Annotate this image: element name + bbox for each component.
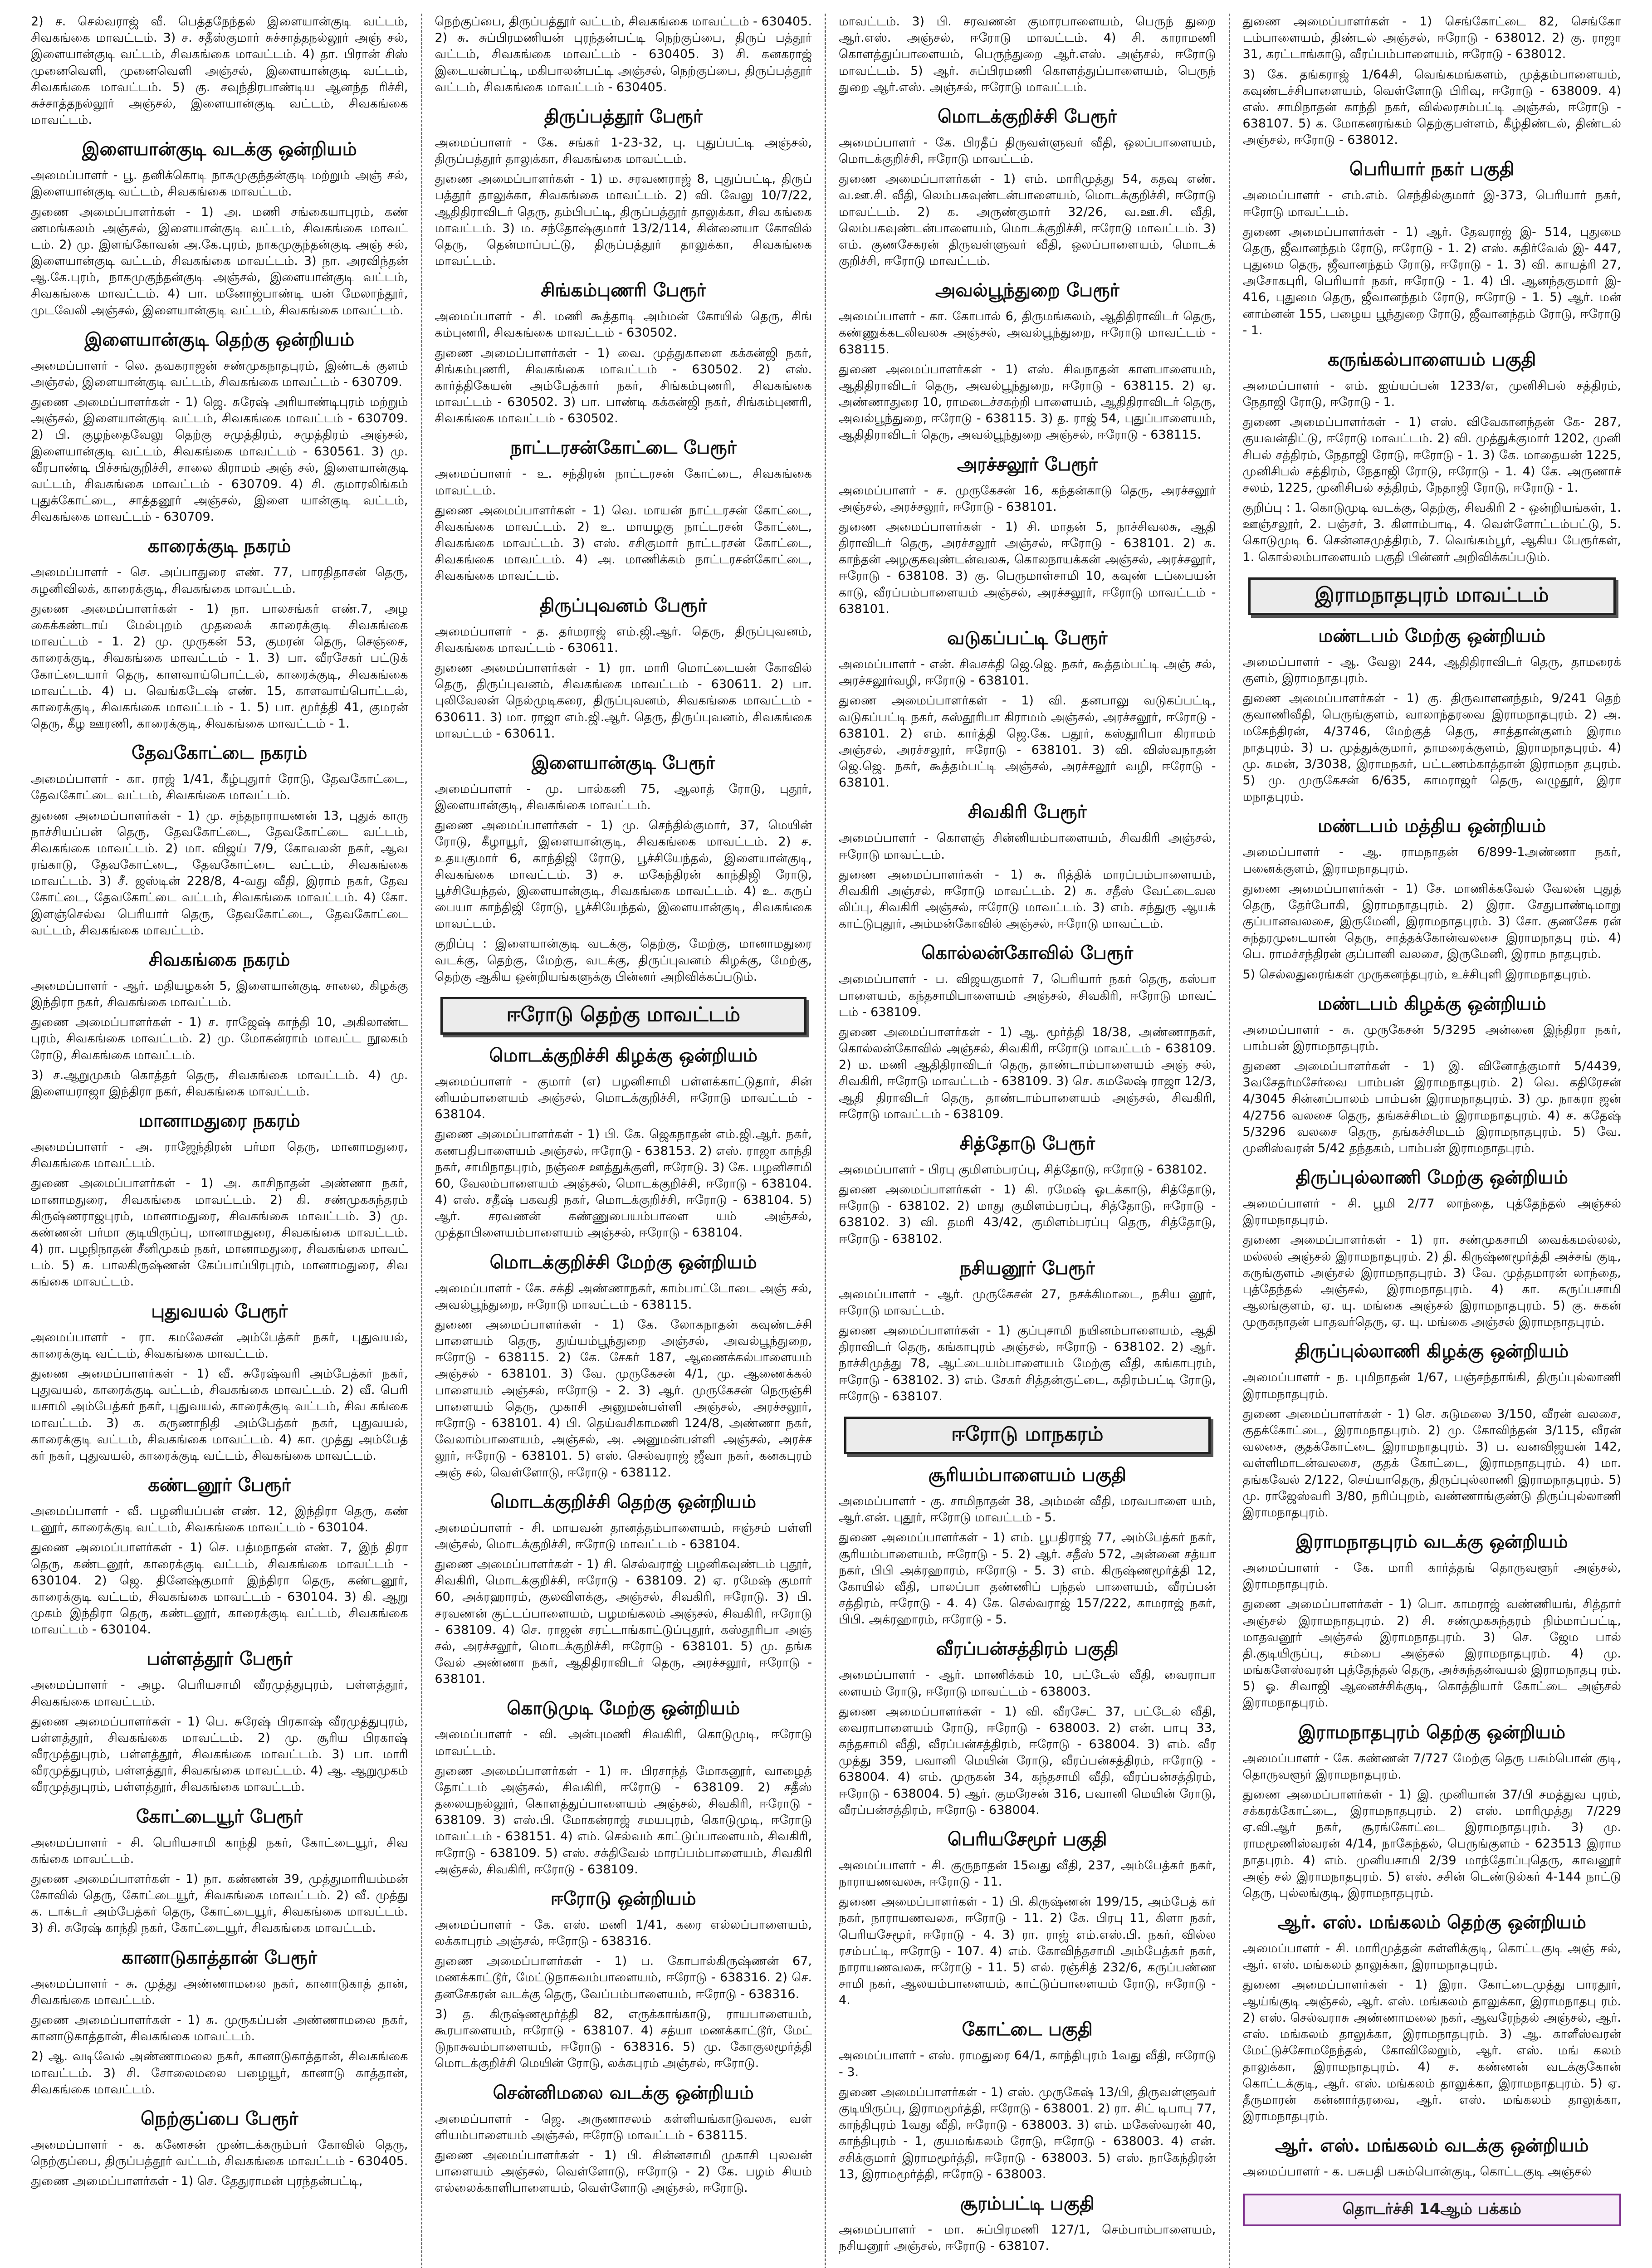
listing-paragraph: அமைப்பாளர் - ஆ. வேலு 244, ஆதிதிராவிடர் தெரு, தாமரைக் குளம், இராமநாதபுரம். xyxy=(1242,655,1621,685)
listing-paragraph: துணை அமைப்பாளர்கள் - 1) நா. பாலசங்கர் எண்.7, அழ கைக்கண்டாய் மேல்புறம் முதலைக் காரைக்குடி சிவகங்கை மாவட்டம் - 1. 2) மு. முருகன் 53, குமரன் தெரு, செஞ்சை, காரைக்குடி, சிவகங்கை மாவட்டம் - 1. 3) பா. வீரசேகர் பட்டுக் கோட்டையார் தெரு, காளவாய்பொட்டல், காரைக்குடி, சிவகங்கை மாவட்டம். 4) ப. வெங்கடேஷ் எண். 15, காளவாய்பொட்டல், காரைக்குடி, சிவகங்கை மாவட்டம் - 1. 5) பா. மூர்த்தி 41, குமரன் தெரு, கீழ ஊரணி, காரைக்குடி, சிவகங்கை மாவட்டம் - 1. xyxy=(31,601,408,731)
section-heading: சூரியம்பாளையம் பகுதி xyxy=(928,1464,1126,1486)
listing-paragraph: துணை அமைப்பாளர்கள் - 1) செங்கோட்டை 82, செங்கோ டம்பாளையம், திண்டல் அஞ்சல், ஈரோடு - 638012. 2) கு. ராஜா 31, கரட்டாங்காடு, வீரப்பம்பாளையம், ஈரோடு - 638012. xyxy=(1242,15,1621,62)
listing-paragraph: அமைப்பாளர் - கு. சாமிநாதன் 38, அம்மன் வீதி, மரவபாளை யம், ஆர்.என். புதூர், ஈரோடு மாவட்டம் - 5. xyxy=(839,1494,1216,1525)
listing-paragraph: துணை அமைப்பாளர்கள் - 1) வி. வீரசேட் 37, பட்டேல் வீதி, வைராபாளையம் ரோடு, ஈரோடு - 638003. 2) என். பாபு 33, கந்தசாமி வீதி, வீரப்பன்சத்திரம், ஈரோடு - 638004. 3) எம். வீர முத்து 359, பவானி மெயின் ரோடு, வீரப்பன்சத்திரம், ஈரோடு - 638004. 4) எம். முருகன் 34, கந்தசாமி வீதி, வீரப்பன்சத்திரம், ஈரோடு - 638004. 5) ஆர். குமரேசன் 316, பவானி மெயின் ரோடு, வீரப்பன்சத்திரம், ஈரோடு - 638004. xyxy=(839,1704,1216,1817)
section-heading: வடுகப்பட்டி பேரூர் xyxy=(947,627,1108,649)
column-2 xyxy=(422,14,826,2268)
section-heading: மொடக்குறிச்சி கிழக்கு ஒன்றியம் xyxy=(489,1044,758,1066)
listing-paragraph: துணை அமைப்பாளர்கள் - 1) செ. தேதுராமன் புரந்தன்பட்டி, xyxy=(31,2174,363,2189)
newspaper-page xyxy=(18,14,1634,2268)
listing-paragraph: துணை அமைப்பாளர்கள் - 1) வெ. மாயன் நாட்டரசன் கோட்டை, சிவகங்கை மாவட்டம். 2) உ. மாயழகு நாட்டரசன் கோட்டை, சிவகங்கை மாவட்டம். 3) எஸ். சசிகுமார் நாட்டரசன் கோட்டை, சிவகங்கை மாவட்டம். 4) அ. மாணிக்கம் நாட்டரசன்கோட்டை, சிவகங்கை மாவட்டம். xyxy=(435,503,812,583)
section-heading: திருப்புவனம் பேரூர் xyxy=(539,594,707,616)
section-heading: மண்டபம் மேற்கு ஒன்றியம் xyxy=(1318,625,1546,646)
section-heading: கொல்லன்கோவில் பேரூர் xyxy=(921,942,1134,964)
listing-paragraph: அமைப்பாளர் - கே. கண்ணன் 7/727 மேற்கு தெரு பசும்பொன் குடி, தொருவளூர் இராமநாதபுரம். xyxy=(1242,1751,1621,1782)
listing-paragraph: அமைப்பாளர் - ஜெ. அருணாசலம் கள்ளியங்காடுவலசு, வள் ளியம்பாளையம் அஞ்சல், ஈரோடு மாவட்டம் - 638115. xyxy=(435,2112,812,2142)
section-heading: ஆர். எஸ். மங்கலம் தெற்கு ஒன்றியம் xyxy=(1277,1911,1586,1933)
listing-paragraph: அமைப்பாளர் - எம். ஐய்யப்பன் 1233/எ, முனிசிபல் சத்திரம், நேதாஜி ரோடு, ஈரோடு - 1. xyxy=(1242,378,1621,410)
listing-paragraph: குறிப்பு : இளையான்குடி வடக்கு, தெற்கு, மேற்கு, மானாமதுரை வடக்கு, தெற்கு, மேற்கு, வடக்கு, திருப்புவனம் கிழக்கு, மேற்கு, தெற்கு ஆகிய ஒன்றியங்களுக்கு பின்னர் அறிவிக்கப்படும். xyxy=(435,937,812,984)
section-heading: சிவகிரி பேரூர் xyxy=(968,801,1087,823)
listing-paragraph: அமைப்பாளர் - கே. சங்கர் 1-23-32, பு. புதுப்பட்டி அஞ்சல், திருப்பத்தூர் தாலுக்கா, சிவகங்கை மாவட்டம். xyxy=(435,135,812,166)
listing-paragraph: துணை அமைப்பாளர்கள் - 1) ச. ராஜேஷ் காந்தி 10, அகிலாண்ட புரம், சிவகங்கை மாவட்டம். 2) மு. மோகன்ராம் மாவட்ட நூலகம் ரோடு, சிவகங்கை மாவட்டம். xyxy=(31,1015,408,1062)
listing-paragraph: அமைப்பாளர் - கே. சக்தி அண்ணாநகர், காம்பாட்டோடை அஞ் சல், அவல்பூந்துறை, ஈரோடு மாவட்டம் - 638115. xyxy=(435,1281,812,1312)
listing-paragraph: துணை அமைப்பாளர்கள் - 1) கு. திருவாளனந்தம், 9/241 தெற் குவாணிவீதி, பெருங்குளம், வாலாந்தரவை இராமநாதபுரம். 2) அ. மகேந்திரன், 4/3746, மேற்குத் தெரு, சாத்தான்குளம் இராம நாதபுரம். 3) ப. முத்துக்குமார், தாமரைக்குளம், இராமநாதபுரம். 4) மு. சுமன், 3/3038, இராமநகர், பட்டணம்காத்தான் இராமநா தபுரம். 5) மு. முருகேசன் 6/635, காமராஜர் தெரு, வழுதூர், இரா மநாதபுரம். xyxy=(1242,691,1621,804)
listing-paragraph: துணை அமைப்பாளர்கள் - 1) பி. சின்னசாமி முகாசி புலவன் பாளையம் அஞ்சல், வெள்ளோடு, ஈரோடு - 2) கே. பழம் சியம் எல்லைக்காளிபாளையம், வெள்ளோடு அஞ்சல், ஈரோடு. xyxy=(435,2148,812,2195)
listing-paragraph: துணை அமைப்பாளர்கள் - 1) பெ. சுரேஷ் பிரகாஷ் வீரமுத்துபுரம், பள்ளத்தூர், சிவகங்கை மாவட்டம். 2) மு. சூரிய பிரகாஷ் வீரமுத்துபுரம், பள்ளத்தூர், சிவகங்கை மாவட்டம். 3) பா. மாரி வீரமுத்துபுரம், பள்ளத்தூர், சிவகங்கை மாவட்டம். 4) ஆ. ஆறுமுகம் வீரமுத்துபுரம், பள்ளத்தூர், சிவகங்கை மாவட்டம். xyxy=(31,1714,408,1794)
listing-paragraph: அமைப்பாளர் - க. பசுபதி பசும்பொன்குடி, கொட்டகுடி அஞ்சல் xyxy=(1242,2165,1592,2179)
listing-paragraph: துணை அமைப்பாளர்கள் - 1) எஸ். விவேகானந்தன் கே- 287, குயவன்திட்டு, ஈரோடு மாவட்டம். 2) வி. முத்துக்குமார் 1202, முனி சிபல் சத்திரம், நேதாஜி ரோடு, ஈரோடு - 1. 3) கே. மாதையன் 1225, முனிசிபல் சத்திரம், நேதாஜி ரோடு, ஈரோடு - 1. 4) கே. அருணாச் சலம், 1225, முனிசிபல் சத்திரம், நேதாஜி ரோடு, ஈரோடு - 1. xyxy=(1242,415,1621,495)
section-heading: நசியனூர் பேரூர் xyxy=(959,1257,1095,1279)
listing-paragraph: அமைப்பாளர் - சி. மாயவன் தானத்தம்பாளையம், ஈஞ்சம் பள்ளி அஞ்சல், மொடக்குறிச்சி, ஈரோடு மாவட்டம் - 638104. xyxy=(435,1520,812,1551)
listing-paragraph: 5) செல்லதுரைங்கள் முருகனந்தபுரம், உச்சிபுளி இராமநாதபுரம். xyxy=(1242,967,1592,982)
listing-paragraph: துணை அமைப்பாளர்கள் - 1) எம். மாரிமுத்து 54, கதவு எண். வ.ஊ.சி. வீதி, லெம்பகவுண்டன்பாளையம், மொடக்குறிச்சி, ஈரோடு மாவட்டம். 2) க. அருண்குமார் 32/26, வ.ஊ.சி. வீதி, லெம்பகவுண்டன்பாளையம், மொடக்குறிச்சி, ஈரோடு மாவட்டம். 3) எம். குணசேகரன் திருவள்ளுவர் வீதி, ஒலப்பாளையம், மொடக் குறிச்சி, ஈரோடு மாவட்டம். xyxy=(839,172,1216,269)
listing-paragraph: துணை அமைப்பாளர்கள் - 1) சி. மாதன் 5, நாச்சிவலசு, ஆதி திராவிடர் தெரு, அரச்சலூர் அஞ்சல், ஈரோடு - 638101. 2) சு. காந்தன் அழகுகவுண்டன்வலசு, கொலநாயக்கன் அஞ்சல், அரச்சலூர், ஈரோடு - 638108. 3) கு. பெருமாள்சாமி 10, கவுண் டப்பையன் காடு, வீரப்பம்பாளையம் அஞ்சல், அரச்சலூர், ஈரோடு மாவட்டம் - 638101. xyxy=(839,519,1216,616)
section-heading: திருப்பத்தூர் பேரூர் xyxy=(544,105,703,127)
listing-paragraph: அமைப்பாளர் - பிரபு குமிளம்பரப்பு, சித்தோடு, ஈரோடு - 638102. xyxy=(839,1162,1207,1177)
section-heading: மானாமதுரை நகரம் xyxy=(138,1110,300,1132)
listing-paragraph: அமைப்பாளர் - அழ. பெரியசாமி வீரமுத்துபுரம், பள்ளத்தூர், சிவகங்கை மாவட்டம். xyxy=(31,1678,408,1709)
section-heading: பெரியசேமூர் பகுதி xyxy=(947,1828,1107,1850)
listing-paragraph: மாவட்டம். 3) பி. சரவணன் குமாரபாளையம், பெருந் துறை ஆர்.எஸ். அஞ்சல், ஈரோடு மாவட்டம். 4) சி. காராமணி கொளத்துப்பாளையம், பெருந்துறை ஆர்.எஸ். அஞ்சல், ஈரோடு மாவட்டம். 5) ஆர். சுப்பிரமணி கொளத்துப்பாளையம், பெருந் துறை ஆர்.எஸ். அஞ்சல், ஈரோடு மாவட்டம். xyxy=(839,15,1216,94)
listing-paragraph: 3) ச.ஆறுமுகம் கொத்தர் தெரு, சிவகங்கை மாவட்டம். 4) மு. இளையராஜா இந்திரா நகர், சிவகங்கை மாவட்டம். xyxy=(31,1068,408,1099)
listing-paragraph: அமைப்பாளர் - கே. மாரி கார்த்தங் தொருவளூர் அஞ்சல், இராமநாதபுரம். xyxy=(1242,1561,1621,1592)
section-heading: இளையான்குடி பேரூர் xyxy=(532,752,715,773)
listing-paragraph: துணை அமைப்பாளர்கள் - 1) ரா. மாரி மொட்டையன் கோவில் தெரு, திருப்புவனம், சிவகங்கை மாவட்டம் - 630611. 2) பா. புலிவேலன் நெல்முடிகரை, திருப்புவனம், சிவகங்கை மாவட்டம் - 630611. 3) மா. ராஜா எம்.ஜி.ஆர். தெரு, திருப்புவனம், சிவகங்கை மாவட்டம் - 630611. xyxy=(435,660,812,741)
section-heading: கண்டனூர் பேரூர் xyxy=(148,1474,291,1496)
listing-paragraph: துணை அமைப்பாளர்கள் - 1) சி. செல்வராஜ் பழனிகவுண்டம் புதூர், சிவகிரி, மொடக்குறிச்சி, ஈரோடு - 638109. 2) ஏ. ரமேஷ் குமார் 60, அக்ரஹாரம், குலவிளக்கு, அஞ்சல், சிவகிரி, ஈரோடு. 3) பி. சரவணன் குட்டப்பாளையம், பழமங்கலம் அஞ்சல், சிவகிரி, ஈரோடு - 638109. 4) செ. ராஜன் சரட்டாங்காட்டுப்புதூர், கஸ்தூரிபா அஞ் சல், அரச்சலூர், மொடக்குறிச்சி, ஈரோடு - 638101. 5) மு. தங்க வேல் அண்ணா நகர், ஆதிதிராவிடர் தெரு, அரச்சலூர், ஈரோடு - 638101. xyxy=(435,1557,812,1686)
listing-paragraph: அமைப்பாளர் - மு. பால்கனி 75, ஆலாத் ரோடு, புதூர், இளையான்குடி, சிவகங்கை மாவட்டம். xyxy=(435,782,812,813)
listing-paragraph: அமைப்பாளர் - ஆ. ராமநாதன் 6/899-1அண்ணா நகர், பனைக்குளம், இராமநாதபுரம். xyxy=(1242,845,1621,876)
section-heading: ஆர். எஸ். மங்கலம் வடக்கு ஒன்றியம் xyxy=(1275,2135,1589,2156)
listing-paragraph: துணை அமைப்பாளர்கள் - 1) அ. மணி சங்கையாபுரம், கண் ணமங்கலம் அஞ்சல், இளையான்குடி வட்டம், சிவகங்கை மாவட் டம். 2) மு. இளங்கோவன் அ.கே.புரம், நாகமுகுந்தன்குடி அஞ் சல், இளையான்குடி வட்டம், சிவகங்கை மாவட்டம். 3) நா. அரவிந்தன் ஆ.கே.புரம், நாகமுகுந்தன்குடி அஞ்சல், இளையான்குடி வட்டம், சிவகங்கை மாவட்டம். 4) பா. மனோஜ்பாண்டி யன் மேலாந்தூர், முடவேலி அஞ்சல், இளையான்குடி வட்டம், சிவகங்கை மாவட்டம். xyxy=(31,205,408,318)
section-heading: இளையான்குடி வடக்கு ஒன்றியம் xyxy=(82,138,357,160)
listing-paragraph: அமைப்பாளர் - த. தர்மராஜ் எம்.ஜி.ஆர். தெரு, திருப்புவனம், சிவகங்கை மாவட்டம் - 630611. xyxy=(435,624,812,655)
listing-paragraph: துணை அமைப்பாளர்கள் - 1) வீ. சுரேஷ்வரி அம்பேத்கர் நகர், புதுவயல், காரைக்குடி வட்டம், சிவகங்கை மாவட்டம். 2) வீ. பெரி யசாமி அம்பேத்கர் நகர், புதுவயல், காரைக்குடி வட்டம், சிவ கங்கை மாவட்டம். 3) க. கருணாநிதி அம்பேத்கர் நகர், புதுவயல், காரைக்குடி வட்டம், சிவகங்கை மாவட்டம். 4) கா. முத்து அம்பேத் கர் நகர், புதுவயல், காரைக்குடி வட்டம், சிவகங்கை மாவட்டம். xyxy=(31,1367,408,1463)
listing-paragraph: துணை அமைப்பாளர்கள் - 1) ஜெ. சுரேஷ் அரியாண்டிபுரம் மற்றும் அஞ்சல், இளையான்குடி வட்டம், சிவகங்கை மாவட்டம் - 630709. 2) பி. குழந்தைவேலு தெற்கு சமுத்திரம், சமுத்திரம் அஞ்சல், இளையான்குடி வட்டம், சிவகங்கை மாவட்டம் - 630561. 3) மு. வீரபாண்டி பிச்சங்குறிச்சி, சாலை கிராமம் அஞ் சல், இளையான்குடி வட்டம், சிவகங்கை மாவட்டம் - 630709. 4) சி. குமாரலிங்கம் புதுக்கோட்டை, சாத்தனூர் அஞ்சல், இளை யான்குடி வட்டம், சிவகங்கை மாவட்டம் - 630709. xyxy=(31,395,408,524)
listing-paragraph: அமைப்பாளர் - வீ. பழனியப்பன் எண். 12, இந்திரா தெரு, கண் டனூர், காரைக்குடி வட்டம், சிவகங்கை மாவட்டம் - 630104. xyxy=(31,1504,408,1535)
listing-paragraph: அமைப்பாளர் - அ. ராஜேந்திரன் பர்மா தெரு, மானாமதுரை, சிவகங்கை மாவட்டம். xyxy=(31,1140,408,1171)
listing-paragraph: துணை அமைப்பாளர்கள் - 1) ஈ. பிரசாந்த் மோகனூர், வாழைத் தோட்டம் அஞ்சல், சிவகிரி, ஈரோடு - 638109. 2) சதீஸ் தலையநல்லூர், கொளத்துப்பாளையம் அஞ்சல், சிவகிரி, ஈரோடு - 638109. 3) எஸ்.பி. மோகன்ராஜ் சமயபுரம், கொடுமுடி, ஈரோடு மாவட்டம் - 638151. 4) எம். செல்வம் காட்டுப்பாளையம், சிவகிரி, ஈரோடு - 638109. 5) எஸ். சக்திவேல் மாரப்பம்பாளையம், சிவகிரி அஞ்சல், சிவகிரி, ஈரோடு - 638109. xyxy=(435,1764,812,1877)
section-heading: தேவகோட்டை நகரம் xyxy=(132,742,308,764)
listing-paragraph: துணை அமைப்பாளர்கள் - 1) இ. வினோத்குமார் 5/4439, 3வசேதர்மசேர்வை பாம்பன் இராமநாதபுரம். 2) வெ. கதிரேசன் 4/3045 சின்னப்பாலம் பாம்பன் இராமநாதபுரம். 3) மு. நாகரா ஜன் 4/2756 வலசை தெரு, தங்கச்சிமடம் இராமநாதபுரம். 4) ச. கதேஷ் 5/3296 வலசை தெரு, தங்கச்சிமடம் இராமநாதபுரம். 5) வே. முனிஸ்வரன் 5/42 தந்தகம், பாம்பன் இராமநாதபுரம். xyxy=(1242,1059,1621,1155)
listing-paragraph: துணை அமைப்பாளர்கள் - 1) பி. கிருஷ்ணன் 199/15, அம்பேத் கர் நகர், நாராயணவலசு, ஈரோடு - 11. 2) கே. பிரபு 11, கிளா நகர், பெரியசேமூர், ஈரோடு - 4. 3) ரா. ராஜ் எம்.எஸ்.பி. நகர், வில்ல ரசம்பட்டி, ஈரோடு - 107. 4) எம். கோவிந்தசாமி அம்பேத்கர் நகர், நாராயணவலசு, ஈரோடு - 11. 5) எல். ரஞ்சித் 232/6, கருப்பண்ண சாமி நகர், ஆலயம்பாளையம், காட்டுப்பாளையம் ரோடு, ஈரோடு - 4. xyxy=(839,1895,1216,2008)
listing-paragraph: அமைப்பாளர் - ஆர். மதியழகன் 5, இளையான்குடி சாலை, கிழக்கு இந்திரா நகர், சிவகங்கை மாவட்டம். xyxy=(31,978,408,1010)
listing-paragraph: துணை அமைப்பாளர்கள் - 1) கி. ரமேஷ் ஓடக்காடு, சித்தோடு, ஈரோடு - 638102. 2) மாது குமிளம்பரப்பு, சித்தோடு, ஈரோடு - 638102. 3) வி. தமரி 43/42, குமிளம்பரப்பு தெரு, சித்தோடு, ஈரோடு - 638102. xyxy=(839,1183,1216,1246)
section-heading: மண்டபம் கிழக்கு ஒன்றியம் xyxy=(1317,992,1546,1014)
listing-paragraph: 3) த. கிருஷ்ணமூர்த்தி 82, எருக்காங்காடு, ராயபாளையம், கூரபாளையம், ஈரோடு - 638107. 4) சத்யா மணக்காட்டூர், மேட் டுநாசுவம்பாளையம், ஈரோடு - 638316. 5) மு. கோகுலமூர்த்தி மொடக்குறிச்சி மெயின் ரோடு, லக்கபுரம் அஞ்சல், ஈரோடு. xyxy=(435,2007,812,2071)
column-3 xyxy=(826,14,1230,2268)
section-heading: சிங்கம்புணரி பேரூர் xyxy=(541,279,706,301)
section-heading: நெற்குப்பை பேரூர் xyxy=(141,2107,298,2129)
listing-paragraph: துணை அமைப்பாளர்கள் - 1) சு. முருகப்பன் அண்ணாமலை நகர், கானாடுகாத்தான், சிவகங்கை மாவட்டம். xyxy=(31,2013,408,2044)
listing-paragraph: அமைப்பாளர் - எம்.எம். செந்தில்குமார் இ-373, பெரியார் நகர், ஈரோடு மாவட்டம். xyxy=(1242,188,1621,219)
listing-paragraph: துணை அமைப்பாளர்கள் - 1) எம். பூபதிராஜ் 77, அம்பேத்கர் நகர், சூரியம்பாளையம், ஈரோடு - 5. 2) ஆர். சதீஸ் 572, அன்னை சத்யா நகர், பிபி அக்ரஹாரம், ஈரோடு - 5. 3) எம். கிருஷ்ணமூர்த்தி 12, கோயில் வீதி, பாலப்பா தண்ணிப் பந்தல் பாளையம், வீரப்பன் சத்திரம், ஈரோடு - 4. 4) கே. செல்வராஜ் 157/222, காமராஜ் நகர், பிபி. அக்ரஹாரம், ஈரோடு - 5. xyxy=(839,1530,1216,1627)
listing-paragraph: அமைப்பாளர் - சு. முத்து அண்ணாமலை நகர், கானாடுகாத் தான், சிவகங்கை மாவட்டம். xyxy=(31,1976,408,2007)
listing-paragraph: அமைப்பாளர் - என். சிவசக்தி ஜெ.ஜெ. நகர், கூத்தம்பட்டி அஞ் சல், அரச்சலூர்வழி, ஈரோடு - 638101. xyxy=(839,657,1216,688)
section-heading: பெரியார் நகர் பகுதி xyxy=(1349,158,1515,180)
listing-paragraph: துணை அமைப்பாளர்கள் - 1) செ. பத்மநாதன் எண். 7, இந் திரா தெரு, கண்டனூர், காரைக்குடி வட்டம், சிவகங்கை மாவட்டம் - 630104. 2) ஜெ. தினேஷ்குமார் இந்திரா தெரு, கண்டனூர், காரைக்குடி வட்டம், சிவகங்கை மாவட்டம் - 630104. 3) கி. ஆறு முகம் இந்திரா தெரு, கண்டனூர், காரைக்குடி வட்டம், சிவகங்கை மாவட்டம் - 630104. xyxy=(31,1540,408,1637)
section-heading: சூரம்பட்டி பகுதி xyxy=(960,2192,1095,2214)
section-heading: கானாடுகாத்தான் பேரூர் xyxy=(122,1946,318,1968)
district-banner: ஈரோடு தெற்கு மாவட்டம் xyxy=(440,997,807,1035)
listing-paragraph: துணை அமைப்பாளர்கள் - 1) கே. லோகநாதன் கவுண்டச்சி பாளையம் தெரு, துய்யம்பூந்துறை அஞ்சல், அவல்பூந்துறை, ஈரோடு - 638115. 2) கே. சேகர் 187, ஆணைக்கல்பாளையம் அஞ்சல் - 638101. 3) வே. முருகேசன் 4/1, மு. ஆணைக்கல் பாளையம் அஞ்சல், ஈரோடு - 2. 3) ஆர். முருகேசன் நெருஞ்சி பாளையம் தெரு, முகாசி அனுமன்பள்ளி அஞ்சல், அரச்சலூர், ஈரோடு - 638101. 4) பி. தெய்வசிகாமணி 124/8, அண்ணா நகர், வேலாம்பாளையம், அஞ்சல், அ. அனுமன்பள்ளி அஞ்சல், அரச்ச லூர், ஈரோடு - 638101. 5) எஸ். செல்வராஜ் ஜீவா நகர், கனகபுரம் அஞ் சல், வெள்ளோடு, ஈரோடு - 638112. xyxy=(435,1317,812,1480)
section-heading: திருப்புல்லாணி மேற்கு ஒன்றியம் xyxy=(1295,1167,1568,1188)
listing-paragraph: நெற்குப்பை, திருப்பத்தூர் வட்டம், சிவகங்கை மாவட்டம் - 630405. 2) சு. சுப்பிரமணியன் புரந்தன்பட்டி நெற்குப்பை, திருப் பத்தூர் வட்டம், சிவகங்கை மாவட்டம் - 630405. 3) சி. கனகராஜ் இடையன்பட்டி, மகிபாலன்பட்டி அஞ்சல், நெற்குப்பை, திருப்பத்தூர் வட்டம், சிவகங்கை மாவட்டம் - 630405. xyxy=(435,15,812,94)
listing-paragraph: அமைப்பாளர் - சி. மாரிமுத்தன் கள்ளிக்குடி, கொட்டகுடி அஞ் சல், ஆர். எஸ். மங்கலம் தாலுக்கா, இராமநாதபுரம். xyxy=(1242,1941,1621,1972)
listing-paragraph: துணை அமைப்பாளர்கள் - 1) வை. முத்துகாளை கக்கன்ஜி நகர், சிங்கம்புணரி, சிவகங்கை மாவட்டம் - 630502. 2) எஸ். கார்த்திகேயன் அம்பேத்கார் நகர், சிங்கம்புணரி, சிவகங்கை மாவட்டம் - 630502. 3) பா. பாண்டி கக்கன்ஜி நகர், சிங்கம்புணரி, சிவகங்கை மாவட்டம் - 630502. xyxy=(435,346,812,426)
listing-paragraph: அமைப்பாளர் - கா. கோபால் 6, திருமங்கலம், ஆதிதிராவிடர் தெரு, கண்ணுக்கடலிவலசு அஞ்சல், அவல்பூந்துறை, ஈரோடு மாவட்டம் - 638115. xyxy=(839,309,1216,357)
section-heading: மண்டபம் மத்திய ஒன்றியம் xyxy=(1318,815,1546,837)
listing-paragraph: துணை அமைப்பாளர்கள் - 1) அ. காசிநாதன் அண்ணா நகர், மானாமதுரை, சிவகங்கை மாவட்டம். 2) கி. சண்முகசுந்தரம் கிருஷ்ணராஜபுரம், மானாமதுரை, சிவகங்கை மாவட்டம். 3) மு. கண்ணன் பர்மா குடியிருப்பு, மானாமதுரை, சிவகங்கை மாவட்டம். 4) ரா. பழநிநாதன் சீனிமுகம் நகர், மானாமதுரை, சிவகங்கை மாவட் டம். 5) சு. பாலகிருஷ்ணன் கேப்பாப்பிரபுரம், மானாமதுரை, சிவ கங்கை மாவட்டம். xyxy=(31,1176,408,1289)
section-heading: திருப்புல்லாணி கிழக்கு ஒன்றியம் xyxy=(1295,1340,1569,1362)
section-heading: கொடுமுடி மேற்கு ஒன்றியம் xyxy=(507,1697,740,1719)
section-heading: சென்னிமலை வடக்கு ஒன்றியம் xyxy=(493,2082,754,2103)
listing-paragraph: அமைப்பாளர் - கொளஞ் சின்னியம்பாளையம், சிவகிரி அஞ்சல், ஈரோடு மாவட்டம். xyxy=(839,831,1216,862)
listing-paragraph: துணை அமைப்பாளர்கள் - 1) நா. கண்ணன் 39, முத்துமாரியம்மன் கோவில் தெரு, கோட்டையூர், சிவகங்கை மாவட்டம். 2) வீ. முத்து க. டாக்டர் அம்பேத்கர் தெரு, கோட்டையூர், சிவகங்கை மாவட்டம். 3) சி. சுரேஷ் காந்தி நகர், கோட்டையூர், சிவகங்கை மாவட்டம். xyxy=(31,1872,408,1936)
listing-paragraph: அமைப்பாளர் - உ. சந்திரன் நாட்டரசன் கோட்டை, சிவகங்கை மாவட்டம். xyxy=(435,467,812,498)
listing-paragraph: துணை அமைப்பாளர்கள் - 1) செ. சுடுமலை 3/150, வீரன் வலசை, குதக்கோட்டை, இராமநாதபுரம். 2) மு. கோவிந்தன் 3/115, வீரன் வலசை, குதக்கோட்டை இராமநாதபுரம். 3) ப. வனவிஜயன் 142, வள்ளிமாடன்வலசை, குதக் கோட்டை, இராமநாதபுரம். 4) மா. தங்கவேல் 2/122, செய்யாதெரு, திருப்புல்லாணி இராமநாதபுரம். 5) மு. ராஜேஸ்வரி 3/80, நரிப்புறம், வண்ணாங்குண்டு திருப்புல்லாணி இராமநாதபுரம். xyxy=(1242,1407,1621,1520)
section-heading: பள்ளத்தூர் பேரூர் xyxy=(146,1648,293,1670)
listing-paragraph: துணை அமைப்பாளர்கள் - 1) ரா. சண்முகசாமி வைக்கமல்லல், மல்லல் அஞ்சல் இராமநாதபுரம். 2) தி. கிருஷ்ணமூர்த்தி அச்சங் குடி, கருங்குளம் அஞ்சல் இராமநாதபுரம். 3) வே. முத்தமாரன் லாந்தை, புத்தேந்தல் அஞ்சல், இராமநாதபுரம். 4) கா. கருப்பசாமி ஆலங்குளம், ஏ. யு. மங்கை அஞ்சல் இராமநாதபுரம். 5) கு. சுகன் முருகநாதன் பாதவர்தெரு, ஏ. யு. மங்கை அஞ்சல் இராமநாதபுரம். xyxy=(1242,1233,1621,1330)
listing-paragraph: அமைப்பாளர் - எஸ். ராமதுரை 64/1, காந்திபுரம் 1வது வீதி, ஈரோடு - 3. xyxy=(839,2048,1216,2079)
listing-paragraph: 3) கே. தங்கராஜ் 1/64சி, வெங்கமங்களம், முத்தம்பாளையம், கவுண்டச்சிபாளையம், வெள்ளோடு பிரிவு, ஈரோடு - 638009. 4) எஸ். சாமிநாதன் காந்தி நகர், வில்லரசம்பட்டி அஞ்சல், ஈரோடு - 638107. 5) க. மோகனரங்கம் தெற்குபள்ளம், கீழ்திண்டல், திண்டல் அஞ்சல், ஈரோடு - 638012. xyxy=(1242,67,1621,147)
listing-paragraph: துணை அமைப்பாளர்கள் - 1) இரா. கோட்டைமுத்து பாரதூர், ஆய்ங்குடி அஞ்சல், ஆர். எஸ். மங்கலம் தாலுக்கா, இராமநாதபு ரம். 2) எஸ். செல்வராசு அண்ணாமலை நகர், ஆவரேந்தல் அஞ்சல், ஆர். எஸ். மங்கலம் தாலுக்கா, இராமநாதபுரம். 3) ஆ. காளீஸ்வரன் மேட்டுச்சோமநேந்தல், கோவிலேறும், ஆர். எஸ். மங் கலம் தாலுக்கா, இராமநாதபுரம். 4) ச. கண்ணன் வடக்குகோன் கொட்டக்குடி, ஆர். எஸ். மங்கலம் தாலுக்கா, இராமநாதபுரம். 5) ஏ. தீருமாரன் கன்னார்தரவை, ஆர். எஸ். மங்கலம் தாலுக்கா, இராமநாதபுரம். xyxy=(1242,1978,1621,2123)
listing-paragraph: துணை அமைப்பாளர்கள் - 1) எஸ். சிவநாதன் காளபாளையம், ஆதிதிராவிடர் தெரு, அவல்பூந்துறை, ஈரோடு - 638115. 2) ஏ. அண்ணாதுரை 10, ராமடைச்சகற்றி பாளையம், ஆதிதிராவிடர் தெரு, அவல்பூந்துறை, ஈரோடு - 638115. 3) த. ராஜ் 54, புதுப்பாளையம், ஆதிதிராவிடர் தெரு, அவல்பூந்துறை அஞ்சல், ஈரோடு - 638115. xyxy=(839,362,1216,442)
section-heading: இராமநாதபுரம் தெற்கு ஒன்றியம் xyxy=(1298,1721,1566,1743)
district-banner: இராமநாதபுரம் மாவட்டம் xyxy=(1248,577,1616,615)
section-heading: அவல்பூந்துறை பேரூர் xyxy=(935,279,1119,301)
listing-paragraph: அமைப்பாளர் - ப. விஜயகுமார் 7, பெரியார் நகர் தெரு, கஸ்பா பாளையம், கந்தசாமிபாளையம் அஞ்சல், சிவகிரி, ஈரோடு மாவட் டம் - 638109. xyxy=(839,972,1216,1019)
section-heading: ஈரோடு ஒன்றியம் xyxy=(550,1887,696,1909)
listing-paragraph: அமைப்பாளர் - சு. முருகேசன் 5/3295 அன்னை இந்திரா நகர், பாம்பன் இராமநாதபுரம். xyxy=(1242,1022,1621,1053)
section-heading: காரைக்குடி நகரம் xyxy=(147,535,291,557)
listing-paragraph: துணை அமைப்பாளர்கள் - 1) வி. தனபாலு வடுகப்பட்டி, வடுகப்பட்டி நகர், கஸ்தூரிபா கிராமம் அஞ்சல், அரச்சலூர், ஈரோடு - 638101. 2) எம். கார்த்தி ஜெ.கே. பதூர், கஸ்தூரிபா கிராமம் அஞ்சல், அரச்சலூர், ஈரோடு - 638101. 3) வி. விஸ்வநாதன் ஜெ.ஜெ. நகர், கூத்தம்பட்டி அஞ்சல், அரச்சலூர் வழி, ஈரோடு - 638101. xyxy=(839,694,1216,790)
listing-paragraph: அமைப்பாளர் - பூ. தனிக்கொடி நாகமுகுந்தன்குடி மற்றும் அஞ் சல், இளையான்குடி வட்டம், சிவகங்கை மாவட்டம். xyxy=(31,168,408,199)
listing-paragraph: அமைப்பாளர் - கா. ராஜ் 1/41, கீழ்புதுார் ரோடு, தேவகோட்டை, தேவகோட்டை வட்டம், சிவகங்கை மாவட்டம். xyxy=(31,772,408,803)
listing-paragraph: துணை அமைப்பாளர்கள் - 1) குப்புசாமி நயினம்பாளையம், ஆதி திராவிடர் தெரு, கங்காபுரம் அஞ்சல், ஈரோடு - 638102. 2) ஆர். நாச்சிமுத்து 78, ஆட்டையம்பாளையம் மேற்கு வீதி, கங்காபுரம், ஈரோடு - 638102. 3) எம். சேகர் சித்தன்குட்டை, கதிரம்பட்டி ரோடு, ஈரோடு - 638107. xyxy=(839,1324,1216,1403)
listing-paragraph: அமைப்பாளர் - கே. பிரதீப் திருவள்ளுவர் வீதி, ஒலப்பாளையம், மொடக்குறிச்சி, ஈரோடு மாவட்டம். xyxy=(839,135,1216,166)
listing-paragraph: அமைப்பாளர் - குமார் (எ) பழனிசாமி பள்ளக்காட்டுதார், சின் னியம்பாளையம் அஞ்சல், மொடக்குறிச்சி, ஈரோடு மாவட்டம் - 638104. xyxy=(435,1074,812,1122)
column-4 xyxy=(1230,14,1634,2268)
section-heading: மொடக்குறிச்சி மேற்கு ஒன்றியம் xyxy=(489,1251,757,1273)
listing-paragraph: அமைப்பாளர் - ரா. கமலேசன் அம்பேத்கர் நகர், புதுவயல், காரைக்குடி வட்டம், சிவகங்கை மாவட்டம். xyxy=(31,1330,408,1361)
listing-paragraph: அமைப்பாளர் - ஆர். முருகேசன் 27, நசக்கிமாடை, நசிய னூர், ஈரோடு மாவட்டம். xyxy=(839,1287,1216,1318)
section-heading: மொடக்குறிச்சி தெற்கு ஒன்றியம் xyxy=(490,1491,757,1512)
section-heading: கருங்கல்பாளையம் பகுதி xyxy=(1328,348,1536,370)
listing-paragraph: அமைப்பாளர் - ஆர். மாணிக்கம் 10, பட்டேல் வீதி, வைராபா ளையம் ரோடு, ஈரோடு மாவட்டம் - 638003. xyxy=(839,1668,1216,1699)
section-heading: கோட்டையூர் பேரூர் xyxy=(136,1805,303,1827)
listing-paragraph: துணை அமைப்பாளர்கள் - 1) மு. சந்தநாராயணன் 13, புதுக் காரு நாச்சியப்பன் தெரு, தேவகோட்டை, தேவகோட்டை வட்டம், சிவகங்கை மாவட்டம். 2) மா. விஜய் 7/9, கோவலன் நகர், ஆவ ரங்காடு, தேவகோட்டை, தேவகோட்டை வட்டம், சிவகங்கை மாவட்டம். 3) சீ. ஜஸ்டின் 228/8, 4-வது வீதி, இராம் நகர், தேவ கோட்டை, தேவகோட்டை வட்டம், சிவகங்கை மாவட்டம். 4) கோ. இளஞ்செல்வ பெரியார் தெரு, தேவகோட்டை, தேவகோட்டை வட்டம், சிவகங்கை மாவட்டம். xyxy=(31,808,408,938)
listing-paragraph: துணை அமைப்பாளர்கள் - 1) பி. கே. ஜெகநாதன் எம்.ஜி.ஆர். நகர், கணபதிபாளையம் அஞ்சல், ஈரோடு - 638153. 2) எஸ். ராஜா காந்தி நகர், சாமிநாதபுரம், நஞ்சை ஊத்துக்குளி, ஈரோடு. 3) கே. பழனிசாமி 60, வேலம்பாளையம் அஞ்சல், மொடக்குறிச்சி, ஈரோடு - 638104. 4) எஸ். சதீஷ் பகவதி நகர், மொடக்குறிச்சி, ஈரோடு - 638104. 5) ஆர். சரவணன் கண்ணுபையம்பாளை யம் அஞ்சல், முத்தாபிளையம்பாளையம் அஞ்சல், ஈரோடு - 638104. xyxy=(435,1127,812,1240)
listing-paragraph: துணை அமைப்பாளர்கள் - 1) சு. ரித்திக் மாரப்பம்பாளையம், சிவகிரி அஞ்சல், ஈரோடு மாவட்டம். 2) சு. சதீஸ் வேட்டைவல லிப்பு, சிவகிரி அஞ்சல், ஈரோடு மாவட்டம். 3) எம். சந்துரு ஆயக் காட்டுபுதூர், அம்மன்கோவில் அஞ்சல், ஈரோடு மாவட்டம். xyxy=(839,867,1216,931)
listing-paragraph: அமைப்பாளர் - சி. குருநாதன் 15வது வீதி, 237, அம்பேத்கர் நகர், நாராயணவலசு, ஈரோடு - 11. xyxy=(839,1858,1216,1889)
section-heading: நாட்டரசன்கோட்டை பேரூர் xyxy=(510,437,737,459)
listing-paragraph: அமைப்பாளர் - ச. முருகேசன் 16, கந்தன்காடு தெரு, அரச்சலூர் அஞ்சல், அரச்சலூர், ஈரோடு - 638101. xyxy=(839,483,1216,514)
listing-paragraph: அமைப்பாளர் - க. கணேசன் முண்டக்கரும்பர் கோவில் தெரு, நெற்குப்பை, திருப்பத்தூர் வட்டம், சிவகங்கை மாவட்டம் - 630405. xyxy=(31,2137,408,2169)
continued-on-page-note: தொடர்ச்சி 14ஆம் பக்கம் xyxy=(1243,2194,1622,2226)
listing-paragraph: துணை அமைப்பாளர்கள் - 1) பொ. காமராஜ் வண்ணியங், சித்தார் அஞ்சல் இராமநாதபுரம். 2) சி. சண்முகசுந்தரம் நிம்மாப்பட்டி, மாதவனூர் அஞ்சல் இராமநாதபுரம். 3) செ. ஜேம பால் தி.குடியிருப்பு, சம்பை அஞ்சல் இராமநாதபுரம். 4) மு. மங்களேஸ்வரன் புத்தேந்தல் தெரு, அச்சுந்தன்வயல் இராமநாதபு ரம். 5) ஓ. சிவாஜி ஆனைச்சிக்குடி, கொத்தியார் கோட்டை அஞ்சல் இராமநாதபுரம். xyxy=(1242,1597,1621,1710)
listing-paragraph: துணை அமைப்பாளர்கள் - 1) ஆ. மூர்த்தி 18/38, அண்ணாநகர், கொல்லன்கோவில் அஞ்சல், சிவகிரி, ஈரோடு மாவட்டம் - 638109. 2) ம. மணி ஆதிதிராவிடர் தெரு, தாண்டாம்பாளையம் அஞ் சல், சிவகிரி, ஈரோடு மாவட்டம் - 638109. 3) செ. கமலேஷ் ராஜா 12/3, ஆதி திராவிடர் தெரு, தாண்டாம்பாளையம் அஞ்சல், சிவகிரி, ஈரோடு மாவட்டம் - 638109. xyxy=(839,1025,1216,1121)
listing-paragraph: துணை அமைப்பாளர்கள் - 1) எஸ். முருகேஷ் 13/பி, திருவள்ளுவர் குடியிருப்பு, இராமமூர்த்தி, ஈரோடு - 638001. 2) ரா. சிட் டிபாபு 77, காந்திபுரம் 1வது வீதி, ஈரோடு - 638003. 3) எம். மகேஸ்வரன் 40, காந்திபுரம் - 1, குயமங்கலம் ரோடு, ஈரோடு - 638003. 4) என். சசிக்குமார் இராமமூர்த்தி, ஈரோடு - 638003. 5) எஸ். நாகேந்திரன் 13, இராமமூர்த்தி, ஈரோடு - 638003. xyxy=(839,2085,1216,2181)
listing-paragraph: 2) ஆ. வடிவேல் அண்ணாமலை நகர், கானாடுகாத்தான், சிவகங்கை மாவட்டம். 3) சி. சோலைமலை பழையூர், கானாடு காத்தான், சிவகங்கை மாவட்டம். xyxy=(31,2049,408,2097)
section-heading: கோட்டை பகுதி xyxy=(962,2019,1093,2040)
section-heading: புதுவயல் பேரூர் xyxy=(151,1300,288,1322)
listing-paragraph: அமைப்பாளர் - லெ. தவகராஜன் சண்முகநாதபுரம், இண்டக் குளம் அஞ்சல், இளையான்குடி வட்டம், சிவகங்கை மாவட்டம் - 630709. xyxy=(31,358,408,389)
listing-paragraph: அமைப்பாளர் - சி. பெரியசாமி காந்தி நகர், கோட்டையூர், சிவ கங்கை மாவட்டம். xyxy=(31,1835,408,1866)
column-1 xyxy=(18,14,422,2268)
section-heading: வீரப்பன்சத்திரம் பகுதி xyxy=(936,1638,1119,1660)
section-heading: இளையான்குடி தெற்கு ஒன்றியம் xyxy=(84,328,355,350)
section-heading: சித்தோடு பேரூர் xyxy=(959,1132,1095,1154)
section-heading: இராமநாதபுரம் வடக்கு ஒன்றியம் xyxy=(1295,1531,1568,1553)
listing-paragraph: அமைப்பாளர் - ந. புமிநாதன் 1/67, பஞ்சந்தாங்கி, திருப்புல்லாணி இராமநாதபுரம். xyxy=(1242,1370,1621,1401)
listing-paragraph: துணை அமைப்பாளர்கள் - 1) சே. மாணிக்கவேல் வேலன் புதுத் தெரு, தேர்போகி, இராமநாதபுரம். 2) இரா. சேதுபாண்டிமாறு குப்பானவலசை, இருமேனி, இராமநாதபுரம். 3) சோ. குணசேக ரன் சுந்தரமுடையான் தெரு, சாத்தக்கோன்வலசை இராமநாதபு ரம். 4) பெ. ராமச்சந்திரன் குப்பானி வலசை, இருமேனி, இராம நாதபுரம். xyxy=(1242,881,1621,962)
listing-paragraph: அமைப்பாளர் - சி. மணி கூத்தாடி அம்மன் கோயில் தெரு, சிங் கம்புணரி, சிவகங்கை மாவட்டம் - 630502. xyxy=(435,309,812,340)
listing-paragraph: துணை அமைப்பாளர்கள் - 1) இ. முனியான் 37/பி சமத்துவ புரம், சக்கரக்கோட்டை, இராமநாதபுரம். 2) எஸ். மாரிமுத்து 7/229 ஏ.வி.ஆர் நகர், சூரங்கோட்டை இராமநாதபுரம். 3) மு. ராமமூணிஸ்வரன் 4/14, நாகேந்தல், பெருங்குளம் - 623513 இராம நாதபுரம். 4) எம். முனியசாமி 2/39 மாந்தோப்புதெரு, காவனூர் அஞ் சல் இராமநாதபுரம். 5) எஸ். சசின் டெண்டுல்கர் 4-144 நாட்டு தெரு, புல்லங்குடி, இராமநாதபுரம். xyxy=(1242,1787,1621,1900)
listing-paragraph: துணை அமைப்பாளர்கள் - 1) ஆர். தேவராஜ் இ- 514, புதுமை தெரு, ஜீவானந்தம் ரோடு, ஈரோடு - 1. 2) எஸ். கதிர்வேல் இ- 447, புதுமை தெரு, ஜீவானந்தம் ரோடு, ஈரோடு - 1. 3) வி. காயத்ரி 27, அசோகபுரி, பெரியார் நகர், ஈரோடு - 1. 4) பி. ஆனந்தகுமார் இ- 416, புதுமை தெரு, ஜீவானந்தம் ரோடு, ஈரோடு - 1. 5) ஆர். மன் னாம்னன் 155, பழைய பூந்துறை ரோடு, ஜீவானந்தம் ரோடு, ஈரோடு - 1. xyxy=(1242,225,1621,337)
listing-paragraph: அமைப்பாளர் - சி. பூமி 2/77 லாந்தை, புத்தேந்தல் அஞ்சல் இராமநாதபுரம். xyxy=(1242,1197,1621,1227)
listing-paragraph: துணை அமைப்பாளர்கள் - 1) ப. கோபால்கிருஷ்ணன் 67, மணக்காட்டூர், மேட்டுநாசுவம்பாளையம், ஈரோடு - 638316. 2) செ. தனசேகரன் வடக்கு தெரு, வேப்பம்பாளையம், ஈரோடு - 638316. xyxy=(435,1954,812,2001)
listing-paragraph: அமைப்பாளர் - செ. அப்பாதுரை எண். 77, பாரதிதாசன் தெரு, சுழனிவிலக், காரைக்குடி, சிவகங்கை மாவட்டம். xyxy=(31,565,408,596)
listing-paragraph: அமைப்பாளர் - கே. எஸ். மணி 1/41, கரை எல்லப்பாளையம், லக்காபுரம் அஞ்சல், ஈரோடு - 638316. xyxy=(435,1917,812,1949)
listing-paragraph: துணை அமைப்பாளர்கள் - 1) ம. சரவணராஜ் 8, புதுப்பட்டி, திருப் பத்தூர் தாலுக்கா, சிவகங்கை மாவட்டம். 2) வி. வேலு 10/7/22, ஆதிதிராவிடர் தெரு, தம்பிபட்டி, திருப்பத்தூர் தாலுக்கா, சிவ கங்கை மாவட்டம். 3) ம. சந்தோஷ்குமார் 13/2/114, சின்னையா கோவில் தெரு, தென்மாப்பட்டு, திருப்பத்தூர் தாலுக்கா, சிவகங்கை மாவட்டம். xyxy=(435,172,812,269)
section-heading: அரச்சலூர் பேரூர் xyxy=(957,453,1098,475)
section-heading: மொடக்குறிச்சி பேரூர் xyxy=(938,105,1117,127)
listing-paragraph: 2) ச. செல்வராஜ் வீ. பெத்தநேந்தல் இளையான்குடி வட்டம், சிவகங்கை மாவட்டம். 3) ச. சதீஸ்குமார் சுச்சாத்தநல்லூர் அஞ் சல், இளையான்குடி வட்டம், சிவகங்கை மாவட்டம். 4) தா. பிரான் சிஸ் முனைவெளி, முனைவெளி அஞ்சல், இளையான்குடி வட்டம், சிவகங்கை மாவட்டம். 5) கு. சவுந்திரபாண்டிய ஆனந்த ரிச்சி, சுச்சாத்தநல்லூர் அஞ்சல், இளையான்குடி வட்டம், சிவகங்கை மாவட்டம். xyxy=(31,15,408,127)
listing-paragraph: துணை அமைப்பாளர்கள் - 1) மு. செந்தில்குமார், 37, மெயின் ரோடு, கீழாயூர், இளையான்குடி, சிவகங்கை மாவட்டம். 2) ச. உதயகுமார் 6, காந்திஜி ரோடு, பூச்சியேந்தல், இளையான்குடி, சிவகங்கை மாவட்டம். 3) ச. மகேந்திரன் காந்திஜி ரோடு, பூச்சியேந்தல், இளையான்குடி, சிவகங்கை மாவட்டம். 4) உ. கருப் பையா காந்திஜி ரோடு, பூச்சியேந்தல், இளையான்குடி, சிவகங்கை மாவட்டம். xyxy=(435,818,812,931)
listing-paragraph: குறிப்பு : 1. கொடுமுடி வடக்கு, தெற்கு, சிவகிரி 2 - ஒன்றியங்கள், 1. ஊஞ்சலூர், 2. பஞ்சர், 3. கிளாம்பாடி, 4. வெள்ளோட்டம்பட்டு, 5. கொடுமுடி 6. சென்னசமுத்திரம், 7. வெங்கம்பூர், ஆகிய பேரூர்கள், 1. கொல்லம்பாளையம் பகுதி பின்னர் அறிவிக்கப்படும். xyxy=(1242,501,1621,564)
listing-paragraph: அமைப்பாளர் - வி. அன்புமணி சிவகிரி, கொடுமுடி, ஈரோடு மாவட்டம். xyxy=(435,1727,812,1758)
district-banner: ஈரோடு மாநகரம் xyxy=(844,1417,1211,1454)
section-heading: சிவகங்கை நகரம் xyxy=(148,948,290,970)
listing-paragraph: அமைப்பாளர் - மா. சுப்பிரமணி 127/1, செம்பாம்பாளையம், நசியனூர் அஞ்சல், ஈரோடு - 638107. xyxy=(839,2222,1216,2253)
